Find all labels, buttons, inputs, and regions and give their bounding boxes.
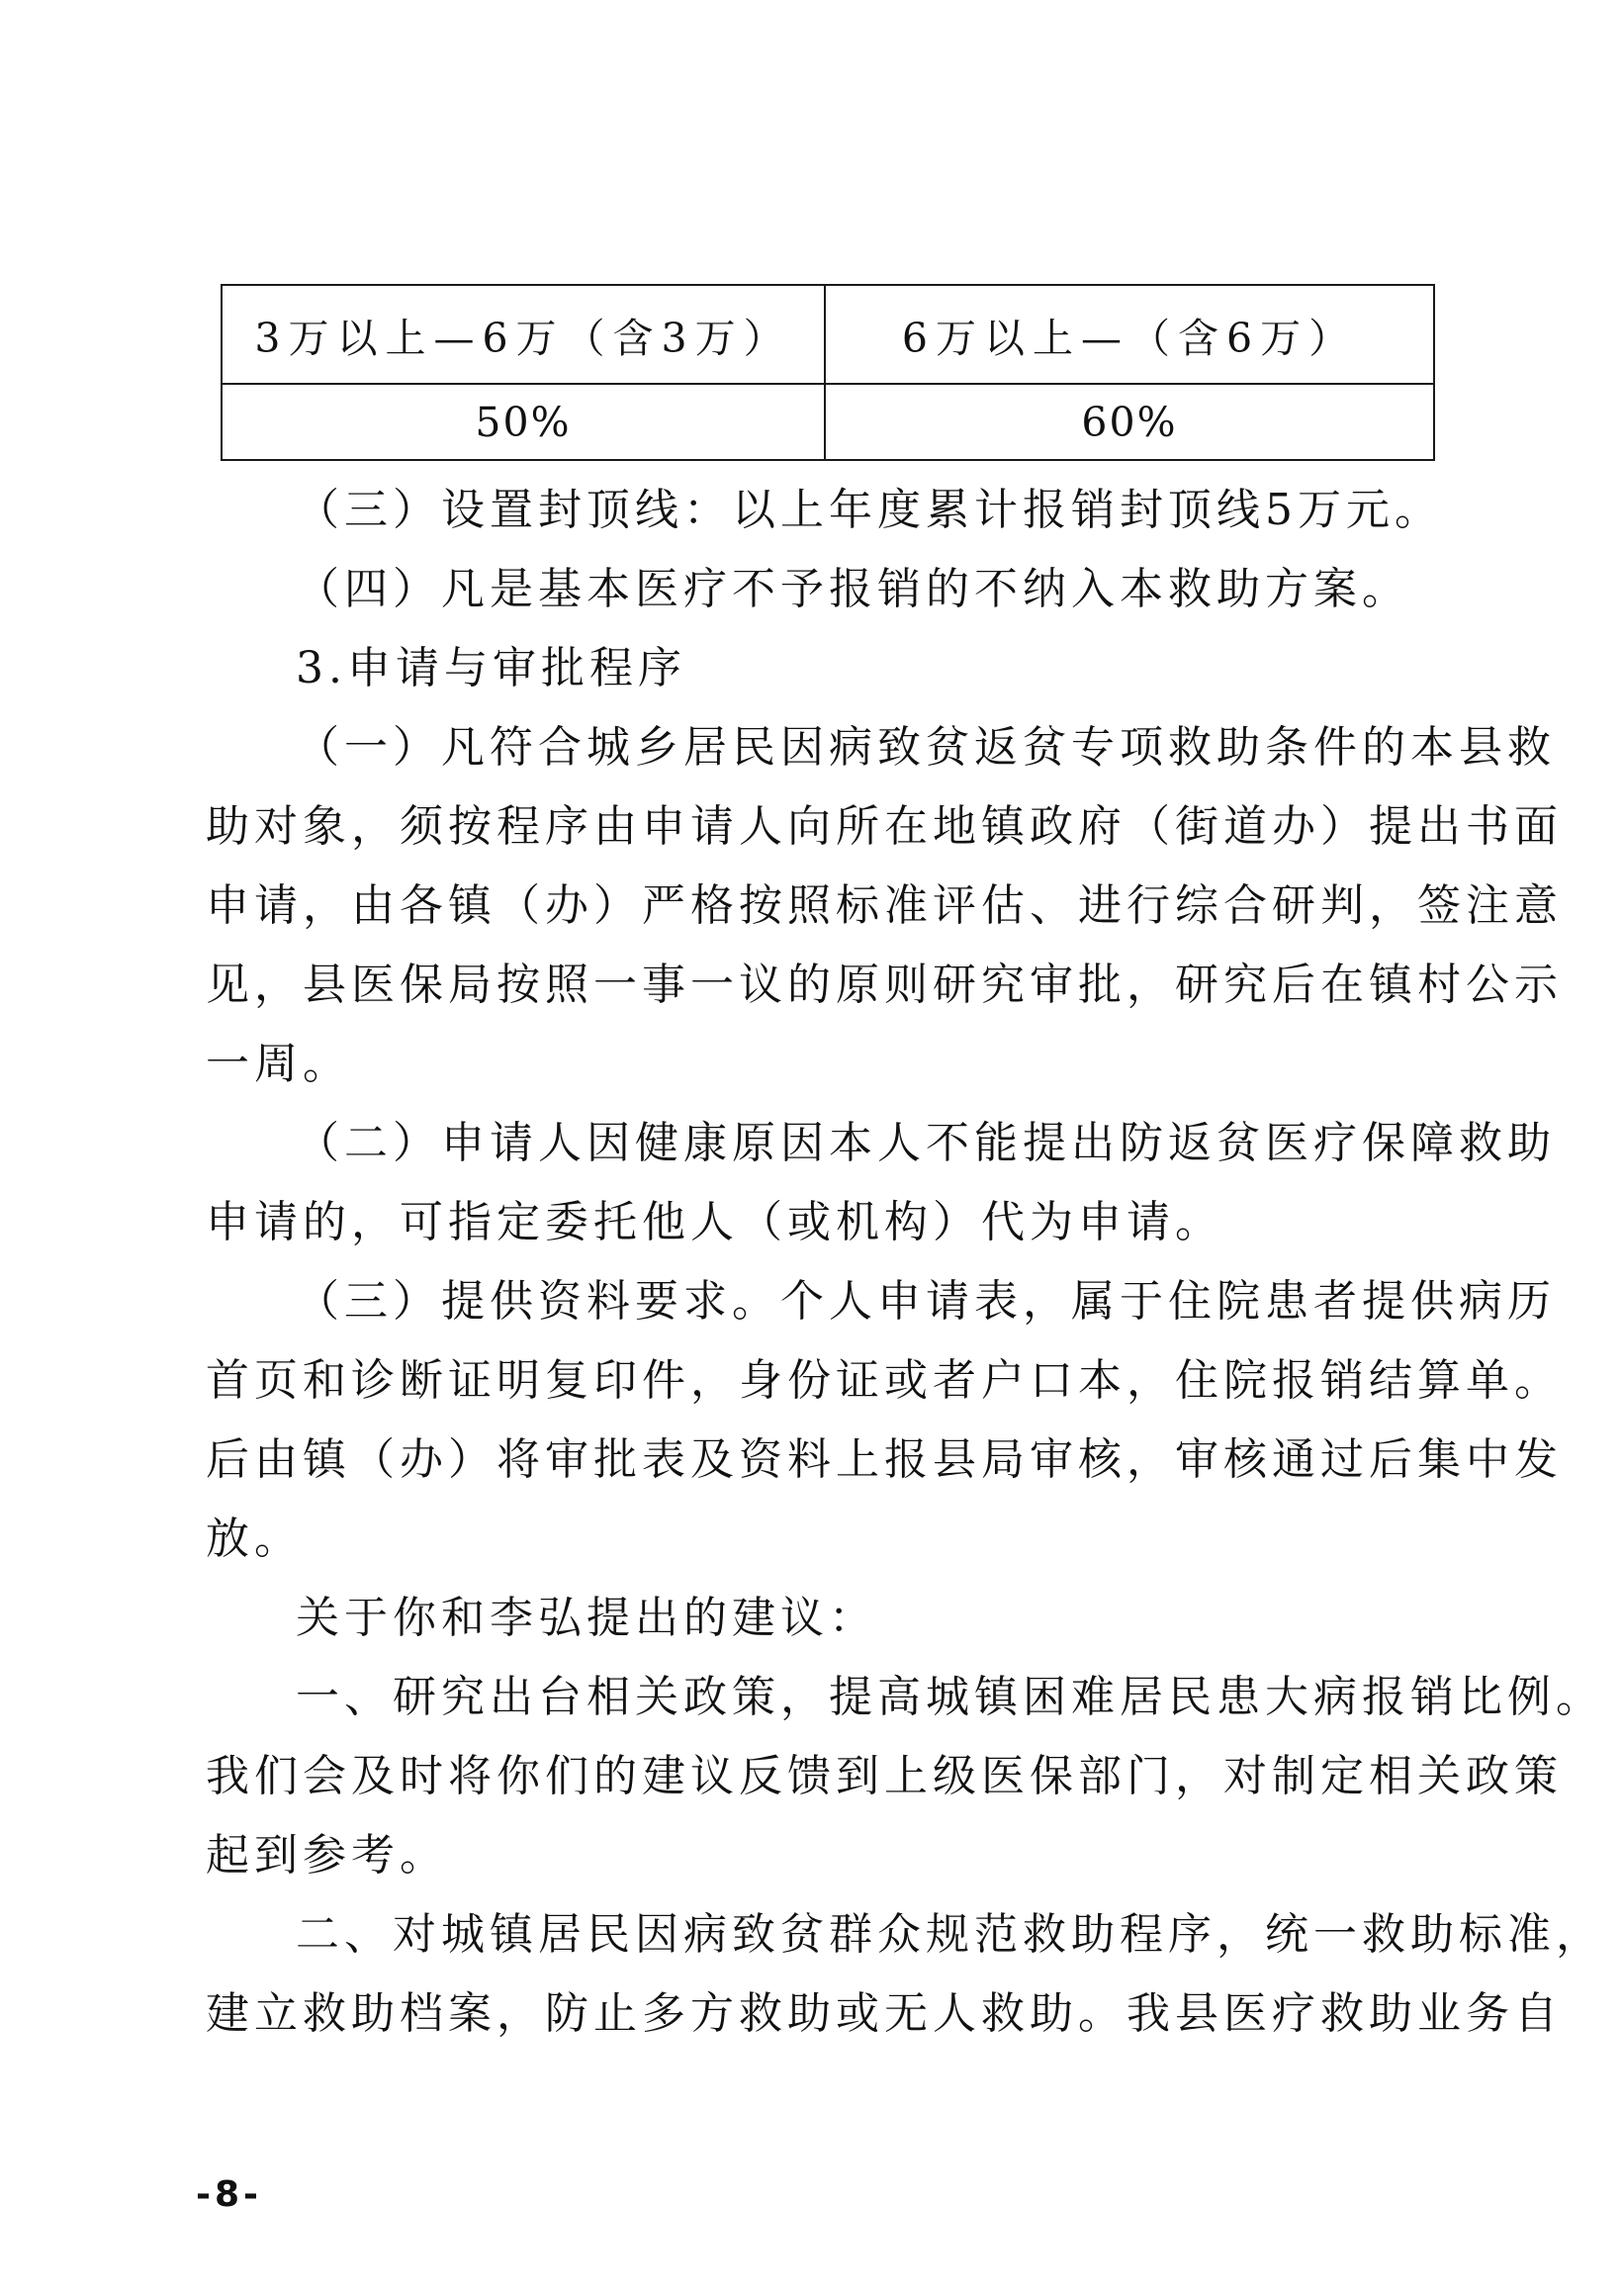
paragraph-suggestions-intro [206, 1579, 1432, 1658]
text-line: 助对象，须按程序由申请人向所在地镇政府（街道办）提出书面 [206, 801, 1563, 852]
text-line: 关于你和李弘提出的建议： [296, 1593, 877, 1643]
text-line: 一周。 [206, 1039, 351, 1089]
paragraph-delegation [206, 1104, 1556, 1262]
text-line: 申请的，可指定委托他人（或机构）代为申请。 [206, 1197, 1223, 1247]
paragraph-cap-line [206, 471, 1443, 550]
text-line: （一）凡符合城乡居民因病致贫返贫专项救助条件的本县救 [296, 722, 1556, 773]
text-line: 申请，由各镇（办）严格按照标准评估、进行综合研判，签注意 [206, 880, 1563, 931]
paragraph-documents [206, 1262, 1563, 1579]
text-line: 建立救助档案，防止多方救助或无人救助。我县医疗救助业务自 [206, 1988, 1563, 2039]
text-line: 首页和诊断证明复印件，身份证或者户口本，住院报销结算单。 [206, 1355, 1563, 1406]
paragraph-exclusion [206, 550, 1432, 629]
text-line: 放。 [206, 1514, 303, 1564]
paragraph-suggestion-two [206, 1895, 1604, 2054]
table-value-row [222, 384, 1434, 460]
table-header-row [222, 285, 1434, 384]
text-line: 一、研究出台相关政策，提高城镇困难居民患大病报销比例。 [296, 1672, 1604, 1722]
text-line: （三）设置封顶线：以上年度累计报销封顶线5万元。 [296, 485, 1443, 535]
text-line: 见，县医保局按照一事一议的原则研究审批，研究后在镇村公示 [206, 960, 1563, 1010]
text-line: 后由镇（办）将审批表及资料上报县局审核，审核通过后集中发 [206, 1434, 1563, 1485]
section-heading-procedure [206, 629, 1432, 708]
text-line: （三）提供资料要求。个人申请表，属于住院患者提供病历 [296, 1276, 1556, 1327]
text-line: （二）申请人因健康原因本人不能提出防返贫医疗保障救助 [296, 1118, 1556, 1168]
table-value-cell: 60% [825, 384, 1434, 460]
text-line: 3.申请与审批程序 [296, 643, 686, 693]
text-line: 起到参考。 [206, 1830, 448, 1881]
paragraph-suggestion-one [206, 1658, 1604, 1895]
page-number: -8- [196, 2174, 262, 2215]
paragraph-application [206, 708, 1563, 1104]
table-header-cell: 3万以上—6万（含3万） [222, 285, 825, 384]
table-header-cell: 6万以上—（含6万） [825, 285, 1434, 384]
text-line: 我们会及时将你们的建议反馈到上级医保部门，对制定相关政策 [206, 1751, 1563, 1801]
text-line: 二、对城镇居民因病致贫群众规范救助程序，统一救助标准， [296, 1909, 1604, 1960]
text-line: （四）凡是基本医疗不予报销的不纳入本救助方案。 [296, 564, 1410, 614]
reimbursement-rate-table [221, 284, 1435, 461]
table-value-cell: 50% [222, 384, 825, 460]
